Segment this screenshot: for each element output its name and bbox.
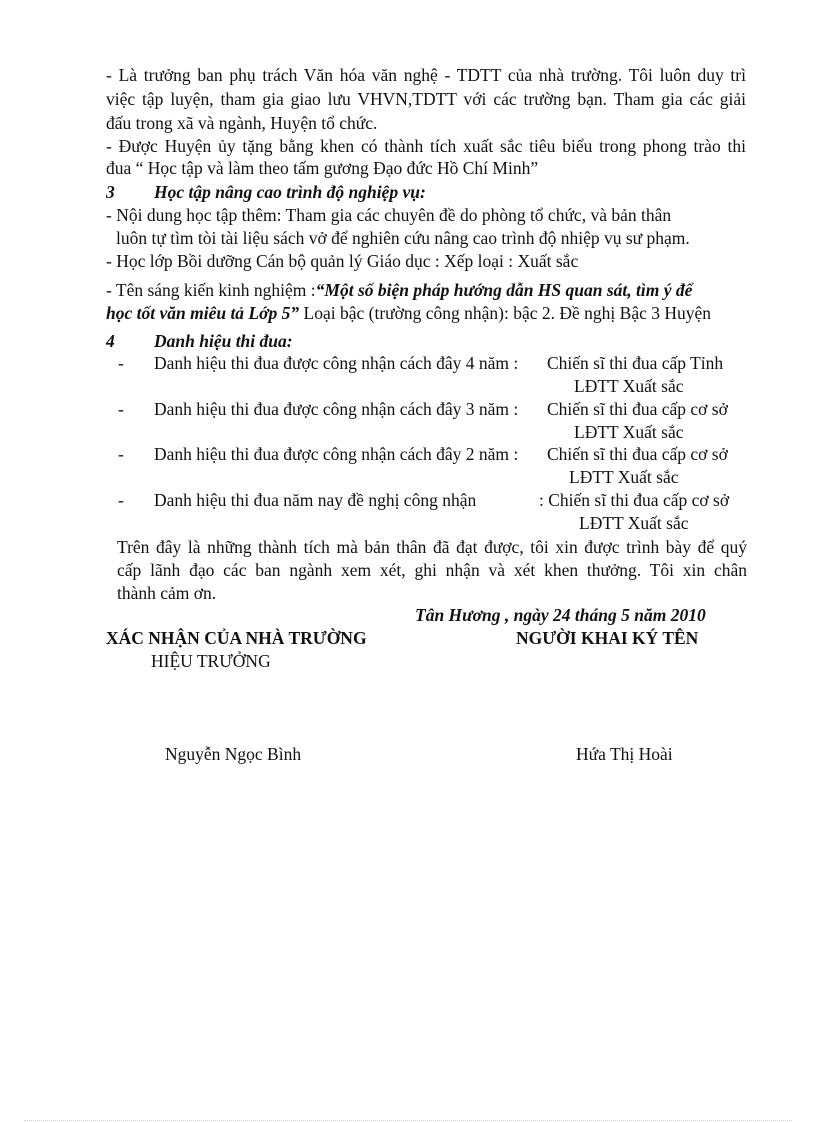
list-bullet: - [118, 399, 124, 419]
paragraph-line: việc tập luyện, tham gia giao lưu VHVN,TDTT với các trường bạn. Tham gia các giải [106, 89, 746, 109]
initiative-title: học tốt văn miêu tả Lớp 5” [106, 303, 300, 323]
award-value-2: LĐTT Xuất sắc [579, 513, 689, 533]
award-label: Danh hiệu thi đua được công nhận cách đây 2 năm : [154, 444, 519, 464]
award-label: Danh hiệu thi đua năm nay đề nghị công nhận [154, 490, 477, 510]
award-value-2: LĐTT Xuất sắc [574, 422, 684, 442]
list-item: - Nội dung học tập thêm: Tham gia các chuyên đề do phòng tổ chức, và bản thân [106, 205, 672, 225]
award-value: Chiến sĩ thi đua cấp cơ sở [547, 444, 728, 464]
award-value: : Chiến sĩ thi đua cấp cơ sở [539, 490, 730, 510]
section-3-heading [106, 181, 426, 203]
declarant-name: Hứa Thị Hoài [576, 744, 673, 764]
paragraph-line: đua “ Học tập và làm theo tấm gương Đạo đức Hồ Chí Minh” [106, 158, 539, 178]
list-item: - Học lớp Bồi dưỡng Cán bộ quản lý Giáo dục : Xếp loại : Xuất sắc [106, 251, 579, 271]
initiative-title: “Một số biện pháp hướng dẫn HS quan sát, tìm ý để [315, 280, 693, 300]
section-title: Học tập nâng cao trình độ nghiệp vụ: [154, 182, 426, 202]
award-value-2: LĐTT Xuất sắc [574, 376, 684, 396]
list-item-continuation [106, 302, 711, 324]
list-bullet: - [118, 490, 124, 510]
award-value: Chiến sĩ thi đua cấp Tỉnh [547, 353, 724, 373]
principal-name: Nguyễn Ngọc Bình [165, 744, 302, 764]
principal-title: HIỆU TRƯỞNG [151, 651, 271, 671]
award-value-2: LĐTT Xuất sắc [569, 467, 679, 487]
closing-line: thành cảm ơn. [117, 583, 217, 603]
section-4-heading [106, 330, 293, 352]
section-title: Danh hiệu thi đua: [154, 331, 293, 351]
award-label: Danh hiệu thi đua được công nhận cách đây 4 năm : [154, 353, 519, 373]
school-confirmation-title: XÁC NHẬN CỦA NHÀ TRƯỜNG [106, 628, 367, 648]
award-value: Chiến sĩ thi đua cấp cơ sở [547, 399, 728, 419]
list-bullet: - [118, 444, 124, 464]
list-item-continuation: luôn tự tìm tòi tài liệu sách vở để nghiên cứu nâng cao trình độ nhiệp vụ sư phạm. [116, 228, 690, 248]
paragraph-line: - Được Huyện ủy tặng bằng khen có thành tích xuất sắc tiêu biểu trong phong trào thi [106, 136, 746, 156]
award-label: Danh hiệu thi đua được công nhận cách đây 3 năm : [154, 399, 519, 419]
closing-line: cấp lãnh đạo các ban ngành xem xét, ghi nhận và xét khen thưởng. Tôi xin chân [117, 560, 747, 580]
page-bottom-border [24, 1120, 792, 1121]
section-number: 4 [106, 331, 115, 351]
closing-line: Trên đây là những thành tích mà bản thân đã đạt được, tôi xin được trình bày để quý [117, 537, 747, 557]
paragraph-line: đấu trong xã và ngành, Huyện tổ chức. [106, 113, 378, 133]
list-bullet: - [118, 353, 124, 373]
section-number: 3 [106, 182, 115, 202]
initiative-prefix: - Tên sáng kiến kinh nghiệm : [106, 280, 316, 300]
paragraph-line: - Là trưởng ban phụ trách Văn hóa văn nghệ - TDTT của nhà trường. Tôi luôn duy trì [106, 65, 746, 85]
place-date: Tân Hương , ngày 24 tháng 5 năm 2010 [415, 605, 706, 625]
initiative-rating: Loại bậc (trường công nhận): bậc 2. Đề nghị Bậc 3 Huyện [299, 303, 712, 323]
list-item [106, 279, 692, 301]
declarant-title: NGƯỜI KHAI KÝ TÊN [516, 628, 699, 648]
